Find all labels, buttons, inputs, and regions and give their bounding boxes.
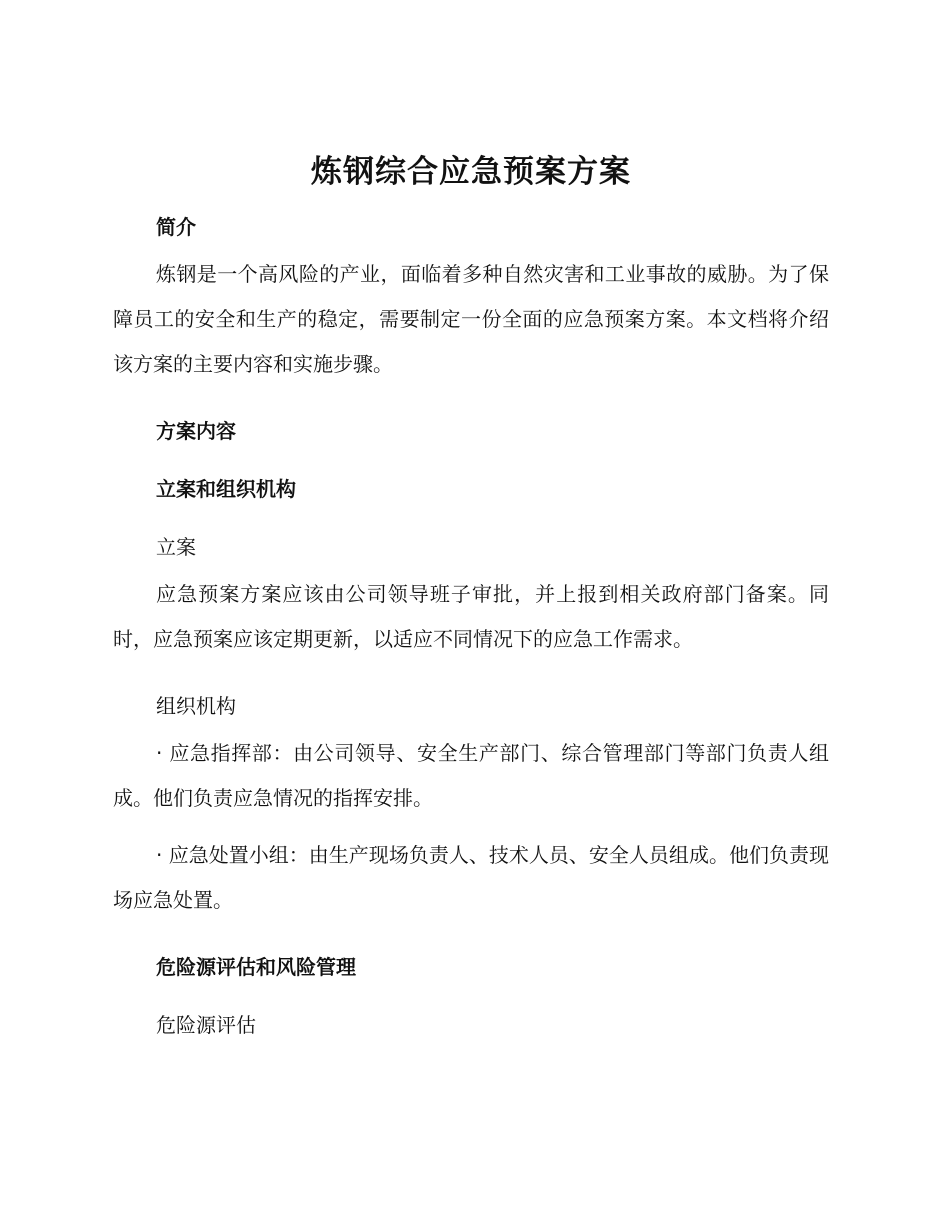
sub1-heading: 立案 bbox=[156, 535, 196, 559]
sub1-paragraph: 应急预案方案应该由公司领导班子审批，并上报到相关政府部门备案。同时，应急预案应该定期更新，以适应不同情况下的应急工作需求。 bbox=[113, 582, 829, 651]
sub2-heading: 组织机构 bbox=[156, 694, 236, 718]
section2-heading: 危险源评估和风险管理 bbox=[156, 955, 356, 979]
spacer bbox=[113, 444, 829, 476]
sub3-heading: 危险源评估 bbox=[156, 1013, 256, 1037]
spacer bbox=[113, 240, 829, 252]
bullet-item: · 应急指挥部：由公司领导、安全生产部门、综合管理部门等部门负责人组成。他们负责应急情况的指挥安排。 bbox=[113, 741, 829, 810]
section1-heading: 立案和组织机构 bbox=[156, 477, 296, 501]
spacer bbox=[113, 387, 829, 418]
spacer bbox=[113, 502, 829, 534]
spacer bbox=[113, 980, 829, 1012]
spacer bbox=[113, 662, 829, 693]
spacer bbox=[113, 719, 829, 731]
content-heading: 方案内容 bbox=[156, 419, 236, 443]
intro-heading: 简介 bbox=[156, 215, 196, 239]
spacer bbox=[113, 560, 829, 572]
document-title: 炼钢综合应急预案方案 bbox=[311, 154, 631, 190]
document-page bbox=[113, 148, 829, 1038]
spacer bbox=[113, 923, 829, 954]
intro-paragraph: 炼钢是一个高风险的产业，面临着多种自然灾害和工业事故的威胁。为了保障员工的安全和生产的稳定，需要制定一份全面的应急预案方案。本文档将介绍该方案的主要内容和实施步骤。 bbox=[113, 262, 829, 376]
bullet-item: · 应急处置小组：由生产现场负责人、技术人员、安全人员组成。他们负责现场应急处置。 bbox=[113, 843, 829, 912]
spacer bbox=[113, 821, 829, 833]
